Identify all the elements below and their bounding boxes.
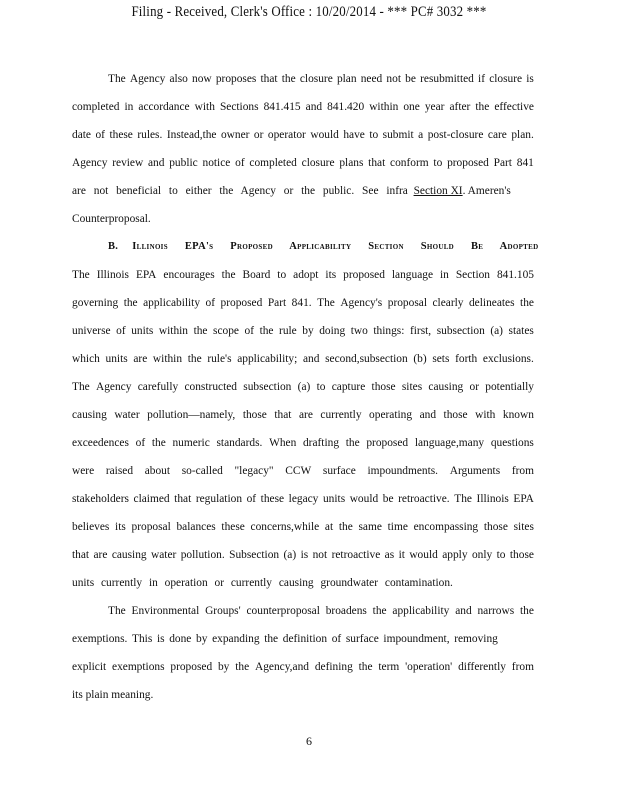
word: things: [373,325,405,337]
paragraph-2-line-11 [72,546,534,574]
word: forth [455,353,478,365]
word: of [331,633,342,645]
word: water [114,409,140,421]
word: proposed [220,297,263,309]
word: proposed [366,437,409,449]
word: impoundments. [367,465,439,477]
word: the [475,101,490,113]
word: regulation [195,493,243,505]
word: completed [72,101,120,113]
word: surface [345,633,379,645]
word: is [526,73,534,85]
paragraph-1-line-1 [72,70,534,98]
word: care [487,129,507,141]
word: and [148,157,165,169]
paragraph-2-line-2 [72,294,534,322]
word: to [433,157,443,169]
word: exemptions. [72,633,128,645]
word: the [345,437,360,449]
word: rule's [207,353,232,365]
word: causing [428,381,464,393]
word: conform [390,157,429,169]
word: exclusions. [482,353,534,365]
paragraph-1-line-6: Counterproposal. [72,213,151,225]
word: to [496,549,506,561]
word: if [478,73,486,85]
word: year [424,101,445,113]
paragraph-2-line-1 [72,266,534,294]
word: claimed [133,493,170,505]
word: that [174,493,192,505]
word: plan [336,73,357,85]
word: questions [490,437,534,449]
word: differently [458,661,506,673]
word: completed [249,157,297,169]
word: encompassing [413,521,479,533]
word: carefully [137,381,179,393]
word: not [312,549,328,561]
word: proposes [215,73,257,85]
word: Groups' [205,605,241,617]
word: its [115,521,126,533]
word: are [298,409,313,421]
word: EPA [513,493,534,505]
paragraph-1-line-5-tail: . Ameren's [462,185,511,197]
word: of [135,437,146,449]
paragraph-1-line-4 [72,154,534,182]
word: are [93,549,108,561]
word: doing [319,325,346,337]
paragraph-2-line-3 [72,322,534,350]
word: first, [409,325,432,337]
word: and [419,409,437,421]
word: applicability; [237,353,298,365]
word: (a) [297,381,311,393]
word: the [221,269,236,281]
paragraph-2-line-10 [72,518,534,546]
paragraph-1-line-2 [72,98,534,126]
word: potentially [485,381,534,393]
paragraph-3-line-2 [72,630,534,658]
word: believes [72,521,110,533]
word: by [302,325,314,337]
word: defining [314,661,353,673]
word: plan. [511,129,534,141]
word: so-called [181,465,223,477]
word: that [274,409,292,421]
word: the [358,661,373,673]
word: would [409,549,438,561]
word: pollution. [180,549,225,561]
word: and [455,605,472,617]
word: closure [301,157,335,169]
word: of [205,297,216,309]
word: clearly [432,297,464,309]
word: broadens [325,605,367,617]
word: subsection [436,325,485,337]
word: This [132,633,153,645]
word: the [151,437,166,449]
word: the [187,353,202,365]
document-body [72,70,539,714]
paragraph-2-line-7 [72,434,534,462]
paragraph-1-line-3 [72,126,534,154]
word: retroactive. [398,493,450,505]
word: exceedences [72,437,129,449]
word: is [300,549,309,561]
word: the [235,661,250,673]
word: notice [202,157,231,169]
word: the [193,325,208,337]
word: as [384,549,395,561]
word: 841 [516,157,534,169]
word: within [158,325,189,337]
word: pollution—namely, [147,409,236,421]
page-number: 6 [306,734,312,748]
word: the [338,521,353,533]
section-heading [72,238,539,266]
word: the [281,73,296,85]
word: the [264,633,279,645]
word: in [439,269,449,281]
word: about [144,465,171,477]
paragraph-2-line-4 [72,350,534,378]
word: the [520,605,534,617]
word: 841. [291,297,312,309]
word: When [269,437,297,449]
word: of [235,157,245,169]
word: these [109,129,133,141]
word: delineates [468,297,515,309]
word: would [310,129,339,141]
word: expanding [212,633,260,645]
word: and [305,101,323,113]
word: now [192,73,212,85]
word: in [124,101,134,113]
word: raised [105,465,134,477]
word: The [72,269,90,281]
word: Illinois [96,269,129,281]
word: EPA [135,269,157,281]
word: by [217,661,230,673]
word: to [277,269,287,281]
word: causing [111,549,147,561]
word: Environmental [131,605,200,617]
word: would [349,493,379,505]
word: the [520,297,534,309]
word: be [405,73,416,85]
word: closure [299,73,333,85]
word: Section [455,269,490,281]
word: rule [279,325,297,337]
word: adopt [293,269,319,281]
word: post-closure [427,129,484,141]
word: accordance [138,101,190,113]
word: date [72,129,91,141]
paragraph-2-line-8 [72,462,534,490]
word: closure [489,73,523,85]
word: those [242,409,267,421]
word: that [260,73,278,85]
word: units [322,493,346,505]
paragraph-3-line-1 [72,602,534,630]
word: these [260,493,285,505]
word: water [151,549,177,561]
word: units [105,353,128,365]
word: have [343,129,365,141]
word: only [471,549,493,561]
word: CCW [285,465,312,477]
word: capture [331,381,366,393]
word: language [391,269,434,281]
word: The [108,605,126,617]
word: apply [442,549,468,561]
word: stakeholders [72,493,129,505]
word: term [378,661,400,673]
word: the [372,605,387,617]
word: proposed [343,269,385,281]
word: exemptions [112,661,165,673]
word: submit [382,129,414,141]
word: removing [454,633,498,645]
word: operating [369,409,413,421]
word: two [350,325,368,337]
word: "legacy" [234,465,274,477]
word: of [246,493,257,505]
word: currently [320,409,362,421]
paragraph-1-line-5 [72,182,534,210]
word: Agency [129,73,166,85]
word: 841.420 [327,101,365,113]
word: one [403,101,420,113]
word: The [454,493,472,505]
word: numeric [172,437,210,449]
paragraph-1-line-5-text: are not beneficial to either the Agency or the public. See infra [72,185,408,197]
word: were [72,465,95,477]
paragraph-3-line-3 [72,658,534,686]
word: Board [242,269,271,281]
word: language,many [414,437,485,449]
section-heading-letter: B. [108,241,119,252]
word: known [502,409,534,421]
word: rules. [137,129,163,141]
word: or [253,129,264,141]
paragraph-3-line-4: its plain meaning. [72,689,154,701]
word: at [324,521,334,533]
word: that [368,157,386,169]
word: a [418,129,424,141]
word: after [449,101,471,113]
word: encourages [163,269,215,281]
word: be [382,493,394,505]
word: proposed [170,661,213,673]
word: retroactive [331,549,381,561]
word: 841.105 [496,269,534,281]
word: Illinois [476,493,509,505]
word: from [511,465,534,477]
word: Sections [219,101,259,113]
word: need [360,73,383,85]
word: Agency's [340,297,383,309]
word: balances [176,521,216,533]
word: constructed [184,381,237,393]
paragraph-2-line-6 [72,406,534,434]
word: units [131,325,154,337]
word: subsection [243,381,292,393]
word: is [156,633,165,645]
word: counterproposal [246,605,320,617]
word: time [387,521,408,533]
word: of [244,325,255,337]
word: scope [213,325,239,337]
word: states [508,325,534,337]
word: from [511,661,534,673]
word: and [302,353,320,365]
word: are [133,353,148,365]
paragraph-2-line-5 [72,378,534,406]
word: Arguments [449,465,501,477]
word: legacy [288,493,319,505]
word: not [386,73,401,85]
word: impoundment, [383,633,450,645]
word: proposed [447,157,489,169]
word: the [123,297,138,309]
word: 841.415 [263,101,301,113]
word: within [152,353,183,365]
word: proposal [387,297,427,309]
word: done [169,633,192,645]
word: the [259,325,274,337]
word: causing [72,409,107,421]
word: those [483,521,508,533]
word: Instead,the [166,129,217,141]
filing-header: Filing - Received, Clerk's Office : 10/20/2014 - *** PC# 3032 *** [131,4,487,20]
word: its [325,269,337,281]
word: universe [72,325,111,337]
word: same [358,521,382,533]
word: explicit [72,661,107,673]
section-heading-title: Illinois EPA's Proposed Applicability Section Should Be Adopted [132,241,539,252]
word: applicability [392,605,450,617]
word: (a) [283,549,297,561]
word: applicability [143,297,201,309]
word: sites [401,381,423,393]
word: 'operation' [405,661,453,673]
word: of [116,325,126,337]
word: definition [282,633,328,645]
word: resubmitted [420,73,474,85]
word: Agency [96,381,132,393]
word: narrows [477,605,515,617]
word: sites [513,521,534,533]
word: within [369,101,399,113]
word: (b) [413,353,427,365]
word: that [72,549,90,561]
word: drafting [302,437,340,449]
word: owner [220,129,250,141]
word: to [369,129,379,141]
word: to [316,381,326,393]
word: Agency [72,157,108,169]
word: those [371,381,396,393]
word: public [169,157,198,169]
word: effective [494,101,534,113]
word: second,subsection [325,353,408,365]
word: The [108,73,126,85]
word: proposal [131,521,171,533]
word: Subsection [229,549,280,561]
paragraph-2-line-12: units currently in operation or currently causing groundwater contamination. [72,577,453,589]
word: standards. [216,437,263,449]
word: plans [339,157,364,169]
word: those [509,549,534,561]
word: Agency,and [254,661,309,673]
word: governing [72,297,119,309]
word: review [112,157,144,169]
word: it [398,549,405,561]
word: Part [493,157,512,169]
paragraph-2-line-9 [72,490,534,518]
word: also [169,73,188,85]
word: (a) [490,325,503,337]
word: Part [267,297,287,309]
word: with [475,409,496,421]
word: The [72,381,90,393]
word: sets [432,353,450,365]
word: operator [267,129,306,141]
word: surface [322,465,356,477]
word: those [443,409,468,421]
word: these [221,521,245,533]
word: which [72,353,100,365]
section-xi-link[interactable]: Section XI [413,185,463,197]
word: concerns,while [250,521,320,533]
word: of [95,129,105,141]
word: or [469,381,479,393]
word: by [196,633,208,645]
word: with [194,101,215,113]
word: The [317,297,335,309]
